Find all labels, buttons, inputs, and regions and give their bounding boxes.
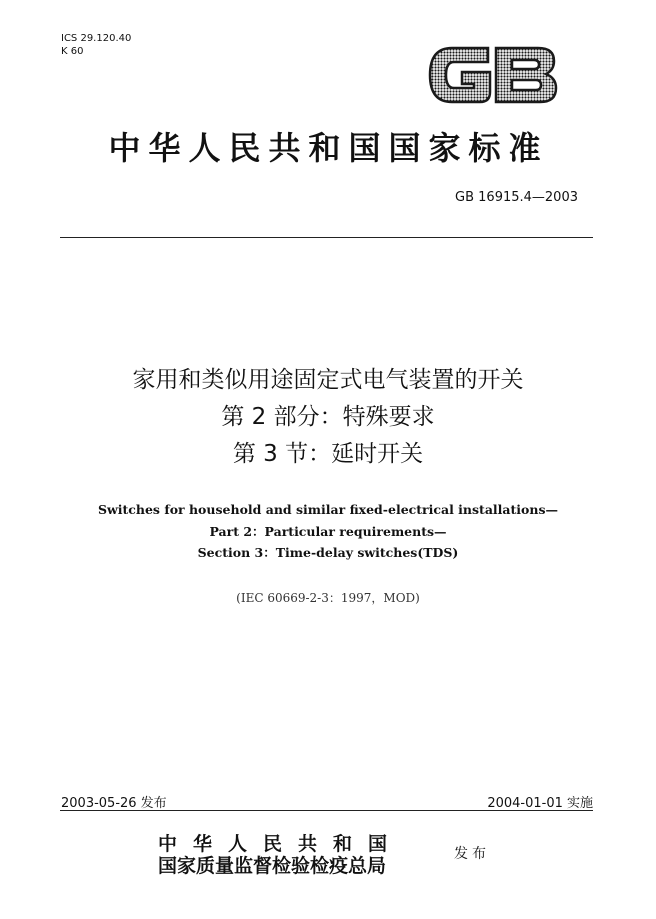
english-title-line-3: Section 3：Time-delay switches(TDS) [197, 545, 459, 560]
ccs-code: K 60 [61, 46, 84, 57]
english-title-line-2: Part 2：Particular requirements— [209, 524, 447, 539]
classification-codes [61, 32, 131, 58]
publish-date: 2003-05-26 发布 [61, 796, 167, 811]
top-divider [60, 237, 593, 238]
bottom-divider [60, 810, 593, 811]
national-standard-title: 中华人民共和国国家标准 [108, 129, 549, 167]
implement-date: 2004-01-01 实施 [487, 796, 593, 811]
issuer-country: 中华人民共和国 [158, 833, 404, 855]
publish-label: 发布 [454, 846, 490, 862]
issuer-agency: 国家质量监督检验检疫总局 [158, 855, 387, 877]
chinese-title-line-1: 家用和类似用途固定式电气装置的开关 [132, 367, 524, 393]
chinese-title-line-3: 第 3 节：延时开关 [232, 441, 424, 467]
iec-equivalence: (IEC 60669-2-3：1997，MOD) [236, 591, 420, 605]
english-title-line-1: Switches for household and similar fixed-electrical installations— [97, 502, 559, 517]
gb-logo [428, 42, 558, 108]
chinese-title-line-2: 第 2 部分：特殊要求 [221, 404, 435, 430]
standard-number: GB 16915.4—2003 [455, 190, 578, 205]
ics-code: ICS 29.120.40 [61, 33, 132, 44]
